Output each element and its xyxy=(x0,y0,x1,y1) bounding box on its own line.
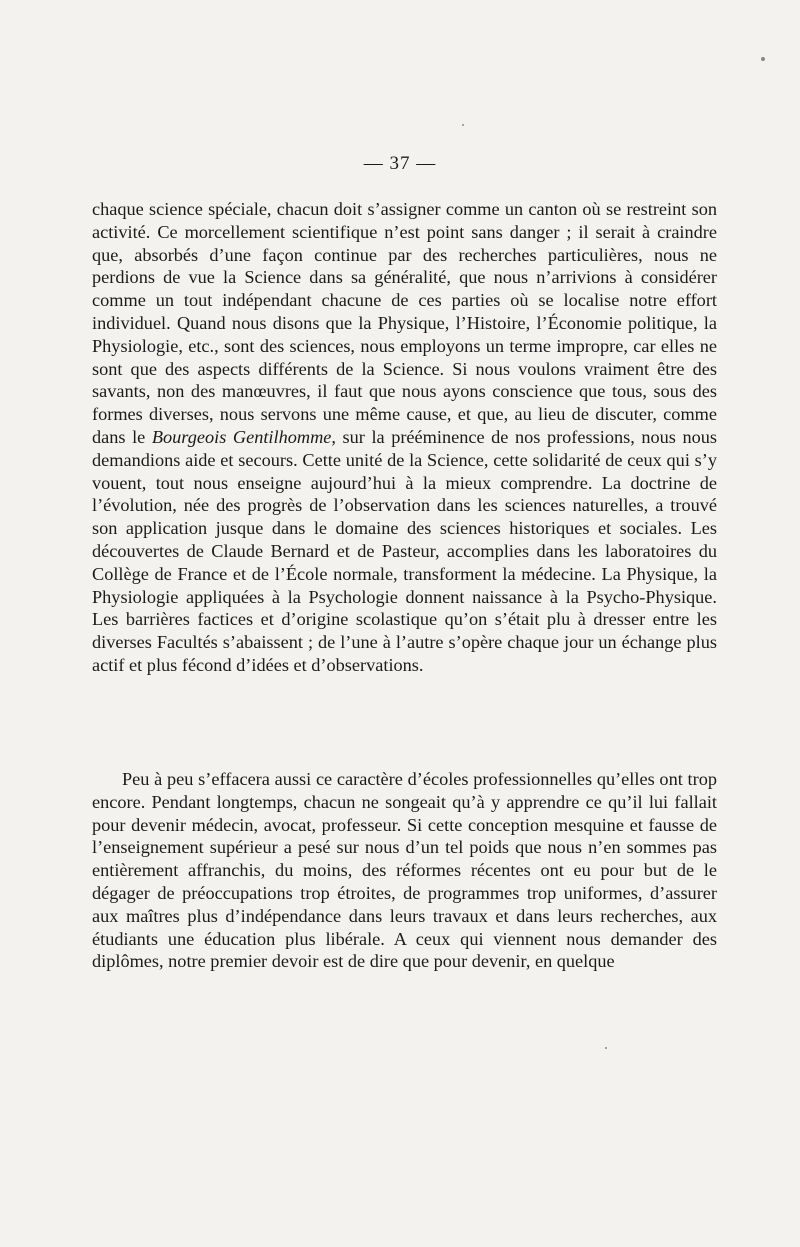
page-number: — 37 — xyxy=(363,153,437,174)
paper-speck xyxy=(605,1047,607,1049)
paragraph-1-text-end: , sur la prééminence de nos professions, nous nous demandions aide et secours. Cette unité de la Science, cette solidarité de ceux qui s’y vouent, tout nous enseigne aujourd’hui à la mieux comprendre. La doctrine de l’évolution, née des progrès de l’observation dans les sciences naturelles, a trouvé son application jusque dans le domaine des sciences historiques et sociales. Les découvertes de Claude Bernard et de Pasteur, accomplies dans les laboratoires du Collège de France et de l’École normale, transforment la médecine. La Physique, la Physiologie appliquées à la Psychologie donnent naissance à la Psycho-Physique. Les barrières factices et d’origine scolastique qu’on s’était plu à dresser entre les diverses Facultés s’abaissent ; de l’une à l’autre s’opère chaque jour un échange plus actif et plus fécond d’idées et d’observations. xyxy=(92,426,717,675)
paper-speck xyxy=(462,124,464,126)
paragraph-1-text-start: chaque science spéciale, chacun doit s’assigner comme un canton où se restreint son activité. Ce morcellement scientifique n’est point sans danger ; il serait à craindre que, absorbés d’une façon continue par des recherches particulières, nous ne perdions de vue la Science dans sa généralité, que nous n’arrivions à considérer comme un tout indépendant chacune de ces parties où se localise notre effort individuel. Quand nous disons que la Physique, l’Histoire, l’Économie politique, la Physiologie, etc., sont des sciences, nous employons un terme impropre, car elles ne sont que des aspects différents de la Science. Si nous voulons vraiment être des savants, non des manœuvres, il faut que nous ayons conscience que tous, sous des formes diverses, nous servons une même cause, et que, au lieu de discuter, comme dans le xyxy=(92,199,717,447)
paragraph-1 xyxy=(92,198,717,677)
italic-title: Bourgeois Gentilhomme xyxy=(151,426,332,447)
paragraph-2: Peu à peu s’effacera aussi ce caractère d’écoles professionnelles qu’elles ont trop encore. Pendant longtemps, chacun ne songeait qu’à y apprendre ce qu’il lui fallait pour devenir médecin, avocat, professeur. Si cette conception mesquine et fausse de l’enseignement supérieur a pesé sur nous d’un tel poids que nous n’en sommes pas entièrement affranchis, du moins, des réformes récentes ont eu pour but de le dégager de préoccupations trop étroites, de programmes trop uniformes, d’assurer aux maîtres plus d’indépendance dans leurs travaux et dans leurs recherches, aux étudiants une éducation plus libérale. A ceux qui viennent nous demander des diplômes, notre premier devoir est de dire que pour devenir, en quelque xyxy=(92,769,717,972)
paper-speck xyxy=(761,57,765,61)
